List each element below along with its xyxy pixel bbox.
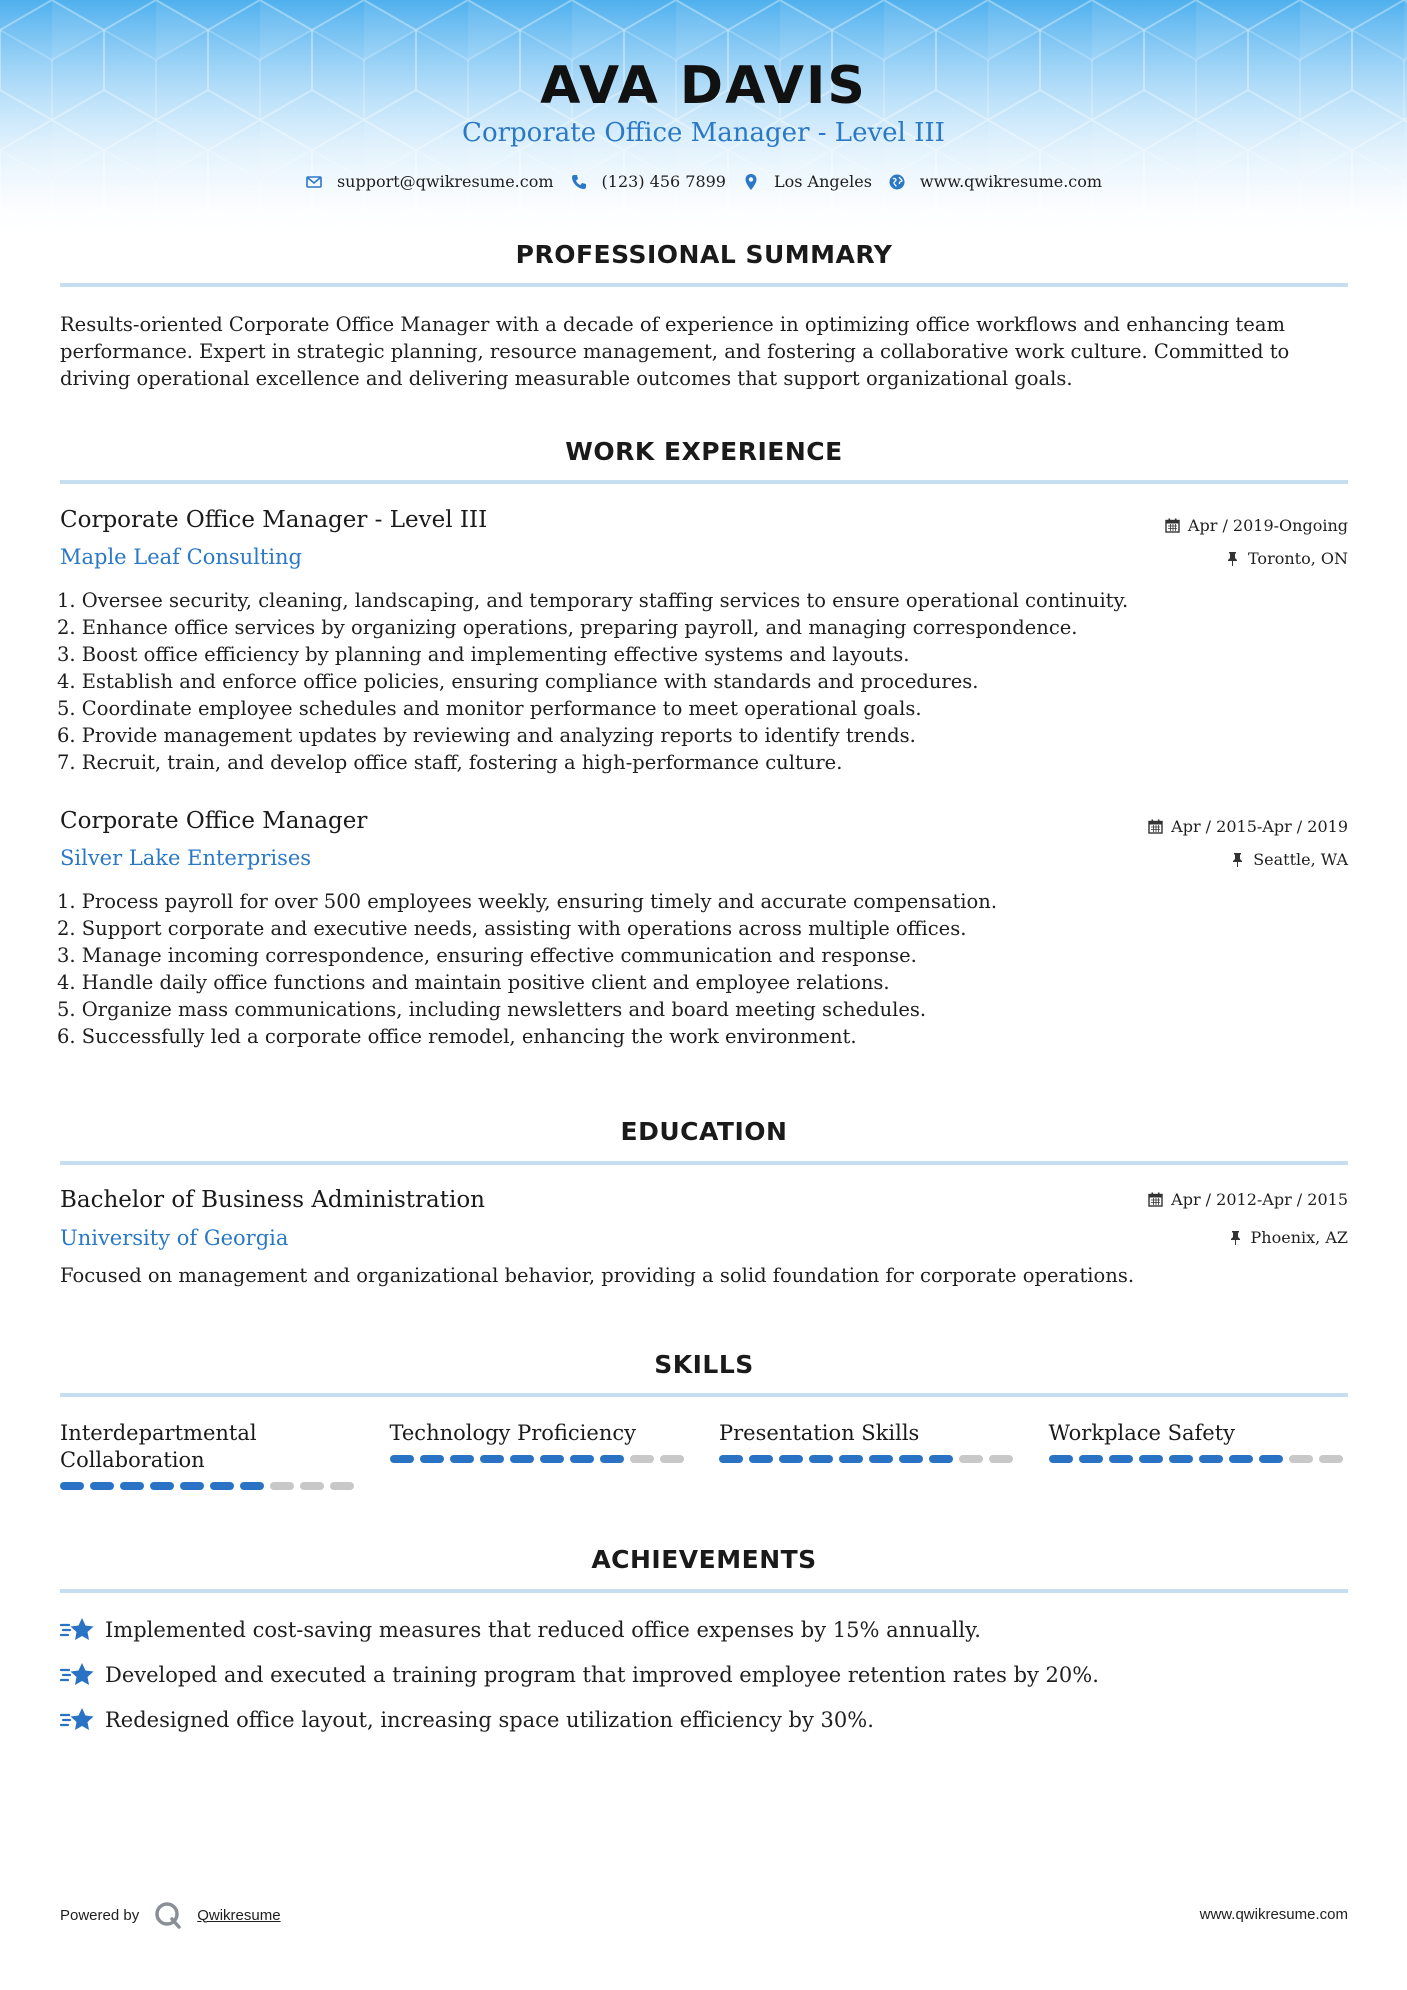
list-item: 4. Handle daily office functions and maintain positive client and employee relations. bbox=[57, 971, 890, 994]
job-location-text: Seattle, WA bbox=[1253, 850, 1348, 869]
skill-segment-filled bbox=[1079, 1455, 1103, 1463]
skill-item bbox=[60, 1420, 360, 1490]
contact-bar bbox=[0, 172, 1407, 191]
skill-level-bar bbox=[1049, 1455, 1349, 1463]
calendar-icon bbox=[1148, 819, 1163, 834]
skill-level-bar bbox=[60, 1482, 360, 1490]
achievements-heading: ACHIEVEMENTS bbox=[591, 1545, 817, 1574]
skill-segment-empty bbox=[1319, 1455, 1343, 1463]
education-location-text: Phoenix, AZ bbox=[1250, 1228, 1348, 1247]
skill-item bbox=[1049, 1420, 1349, 1490]
skill-segment-filled bbox=[869, 1455, 893, 1463]
job-dates bbox=[1165, 516, 1348, 535]
list-item: 6. Successfully led a corporate office remodel, enhancing the work environment. bbox=[57, 1025, 857, 1048]
candidate-title: Corporate Office Manager - Level III bbox=[462, 118, 945, 148]
skill-segment-filled bbox=[839, 1455, 863, 1463]
skill-segment-empty bbox=[300, 1482, 324, 1490]
skill-segment-filled bbox=[1049, 1455, 1073, 1463]
skill-segment-filled bbox=[600, 1455, 624, 1463]
skill-segment-filled bbox=[1139, 1455, 1163, 1463]
contact-location-text: Los Angeles bbox=[773, 172, 872, 191]
skill-segment-filled bbox=[749, 1455, 773, 1463]
list-item: 4. Establish and enforce office policies, ensuring compliance with standards and procedures. bbox=[57, 670, 979, 693]
contact-email[interactable] bbox=[305, 172, 554, 191]
skill-segment-filled bbox=[150, 1482, 174, 1490]
job-dates bbox=[1148, 817, 1348, 836]
skill-segment-empty bbox=[989, 1455, 1013, 1463]
pin-icon bbox=[1228, 1230, 1243, 1245]
contact-phone-text: (123) 456 7899 bbox=[601, 172, 726, 191]
skill-segment-empty bbox=[630, 1455, 654, 1463]
skill-segment-filled bbox=[779, 1455, 803, 1463]
contact-location bbox=[742, 172, 872, 191]
job-title: Corporate Office Manager - Level III bbox=[60, 507, 488, 533]
skill-item bbox=[390, 1420, 690, 1490]
skill-segment-filled bbox=[899, 1455, 923, 1463]
company-name: Maple Leaf Consulting bbox=[60, 545, 303, 569]
skill-segment-filled bbox=[1109, 1455, 1133, 1463]
achievement-text: Developed and executed a training program that improved employee retention rates by 20%. bbox=[105, 1663, 1099, 1687]
qwikresume-logo-icon bbox=[153, 1900, 183, 1930]
list-item: 5. Coordinate employee schedules and monitor performance to meet operational goals. bbox=[57, 697, 922, 720]
pin-icon bbox=[1230, 852, 1245, 867]
star-icon bbox=[60, 1706, 95, 1734]
job-location bbox=[1225, 549, 1348, 568]
contact-website-text: www.qwikresume.com bbox=[919, 172, 1103, 191]
powered-by-label: Powered by bbox=[60, 1906, 140, 1924]
skill-segment-filled bbox=[570, 1455, 594, 1463]
skill-segment-filled bbox=[450, 1455, 474, 1463]
list-item: 1. Oversee security, cleaning, landscaping, and temporary staffing services to ensure operational continuity. bbox=[57, 589, 1129, 612]
achievement-item bbox=[60, 1616, 981, 1644]
skill-item bbox=[719, 1420, 1019, 1490]
skill-segment-filled bbox=[420, 1455, 444, 1463]
list-item: 2. Enhance office services by organizing operations, preparing payroll, and managing correspondence. bbox=[57, 616, 1078, 639]
skill-segment-filled bbox=[1199, 1455, 1223, 1463]
star-icon bbox=[60, 1661, 95, 1689]
education-dates bbox=[1148, 1190, 1348, 1209]
skill-segment-filled bbox=[719, 1455, 743, 1463]
skill-segment-filled bbox=[120, 1482, 144, 1490]
experience-rule bbox=[60, 480, 1348, 484]
education-heading: EDUCATION bbox=[620, 1117, 788, 1146]
education-rule bbox=[60, 1161, 1348, 1165]
footer-powered-by bbox=[60, 1900, 281, 1930]
school-name: University of Georgia bbox=[60, 1226, 289, 1250]
achievement-item bbox=[60, 1661, 1099, 1689]
skill-segment-empty bbox=[330, 1482, 354, 1490]
list-item: 7. Recruit, train, and develop office staff, fostering a high-performance culture. bbox=[57, 751, 843, 774]
contact-website[interactable] bbox=[888, 172, 1102, 191]
skill-segment-empty bbox=[270, 1482, 294, 1490]
summary-rule bbox=[60, 283, 1348, 287]
list-item: 5. Organize mass communications, including newsletters and board meeting schedules. bbox=[57, 998, 927, 1021]
contact-email-text: support@qwikresume.com bbox=[336, 172, 554, 191]
qwikresume-link[interactable]: Qwikresume bbox=[197, 1906, 281, 1924]
pin-icon bbox=[1225, 551, 1240, 566]
skill-segment-filled bbox=[480, 1455, 504, 1463]
skill-name: Workplace Safety bbox=[1048, 1421, 1236, 1445]
envelope-icon bbox=[305, 173, 323, 191]
job-location bbox=[1230, 850, 1348, 869]
skill-name: Presentation Skills bbox=[719, 1421, 920, 1445]
achievements-rule bbox=[60, 1589, 1348, 1593]
skill-segment-filled bbox=[809, 1455, 833, 1463]
skill-segment-filled bbox=[60, 1482, 84, 1490]
summary-text: Results-oriented Corporate Office Manager with a decade of experience in optimizing office workflows and enhancing team performance. Expert in strategic planning, resource management, and fostering a collaborative work culture. Committed to driving operational excellence and delivering measurable outcomes that support organizational goals. bbox=[60, 313, 1290, 390]
candidate-name: AVA DAVIS bbox=[540, 56, 867, 116]
experience-heading: WORK EXPERIENCE bbox=[565, 437, 843, 466]
job-title: Corporate Office Manager bbox=[60, 808, 368, 834]
map-marker-icon bbox=[742, 173, 760, 191]
footer-url[interactable]: www.qwikresume.com bbox=[1199, 1906, 1348, 1923]
phone-icon bbox=[570, 173, 588, 191]
list-item: 3. Manage incoming correspondence, ensuring effective communication and response. bbox=[57, 944, 917, 967]
skill-segment-empty bbox=[959, 1455, 983, 1463]
skill-name: Technology Proficiency bbox=[389, 1421, 636, 1445]
skill-segment-filled bbox=[210, 1482, 234, 1490]
skill-segment-empty bbox=[1289, 1455, 1313, 1463]
calendar-icon bbox=[1165, 518, 1180, 533]
skill-name: Interdepartmental Collaboration bbox=[60, 1421, 257, 1472]
achievement-text: Redesigned office layout, increasing space utilization efficiency by 30%. bbox=[105, 1708, 874, 1732]
education-dates-text: Apr / 2012-Apr / 2015 bbox=[1171, 1190, 1348, 1209]
list-item: 2. Support corporate and executive needs, assisting with operations across multiple offices. bbox=[57, 917, 967, 940]
job-bullets bbox=[57, 888, 1347, 1050]
skill-segment-filled bbox=[1229, 1455, 1253, 1463]
summary-heading: PROFESSIONAL SUMMARY bbox=[515, 240, 893, 269]
job-bullets bbox=[57, 587, 1347, 776]
achievement-item bbox=[60, 1706, 874, 1734]
skill-segment-filled bbox=[180, 1482, 204, 1490]
job-dates-text: Apr / 2015-Apr / 2019 bbox=[1171, 817, 1348, 836]
company-name: Silver Lake Enterprises bbox=[60, 846, 312, 870]
globe-icon bbox=[888, 173, 906, 191]
job-dates-text: Apr / 2019-Ongoing bbox=[1187, 516, 1348, 535]
degree-title: Bachelor of Business Administration bbox=[60, 1187, 485, 1213]
skill-level-bar bbox=[390, 1455, 690, 1463]
skill-segment-filled bbox=[90, 1482, 114, 1490]
skill-segment-filled bbox=[390, 1455, 414, 1463]
calendar-icon bbox=[1148, 1192, 1163, 1207]
achievement-text: Implemented cost-saving measures that reduced office expenses by 15% annually. bbox=[105, 1618, 981, 1642]
skills-heading: SKILLS bbox=[654, 1350, 754, 1379]
list-item: 3. Boost office efficiency by planning and implementing effective systems and layouts. bbox=[57, 643, 910, 666]
skill-segment-filled bbox=[1169, 1455, 1193, 1463]
skill-level-bar bbox=[719, 1455, 1019, 1463]
skill-segment-empty bbox=[660, 1455, 684, 1463]
star-icon bbox=[60, 1616, 95, 1644]
contact-phone[interactable] bbox=[570, 172, 726, 191]
skill-segment-filled bbox=[1259, 1455, 1283, 1463]
list-item: 1. Process payroll for over 500 employees weekly, ensuring timely and accurate compensation. bbox=[57, 890, 998, 913]
skills-rule bbox=[60, 1393, 1348, 1397]
skill-segment-filled bbox=[540, 1455, 564, 1463]
education-description: Focused on management and organizational behavior, providing a solid foundation for corporate operations. bbox=[60, 1264, 1135, 1287]
skill-segment-filled bbox=[510, 1455, 534, 1463]
skills-grid bbox=[60, 1420, 1348, 1490]
education-location bbox=[1228, 1228, 1348, 1247]
list-item: 6. Provide management updates by reviewing and analyzing reports to identify trends. bbox=[57, 724, 916, 747]
job-location-text: Toronto, ON bbox=[1248, 549, 1348, 568]
skill-segment-filled bbox=[929, 1455, 953, 1463]
skill-segment-filled bbox=[240, 1482, 264, 1490]
